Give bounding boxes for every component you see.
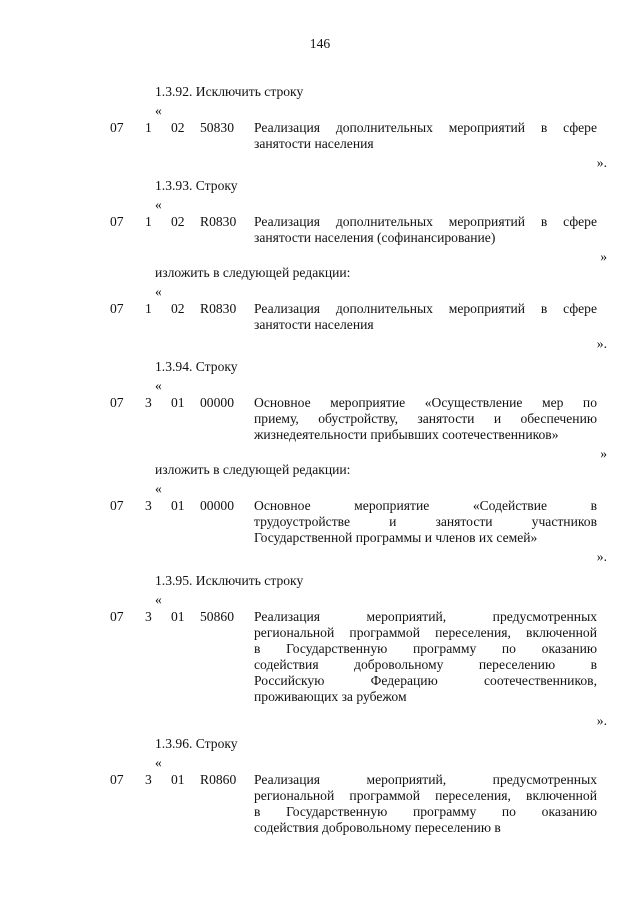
- description-line: занятости населения: [254, 317, 374, 332]
- code-cell-c2: 3: [145, 395, 152, 410]
- code-cell-c2: 1: [145, 214, 152, 229]
- description-line: Реализация дополнительных мероприятий в сфере: [254, 120, 597, 135]
- description-line: региональной программой переселения, включенной: [254, 625, 597, 640]
- description-line: занятости населения: [254, 136, 374, 151]
- opening-quote: «: [155, 378, 162, 393]
- opening-quote: «: [155, 284, 162, 299]
- row-description: [254, 120, 597, 152]
- description-line: Реализация мероприятий, предусмотренных: [254, 609, 597, 624]
- section-heading: изложить в следующей редакции:: [155, 265, 351, 280]
- opening-quote: «: [155, 197, 162, 212]
- closing-quote: »: [600, 446, 607, 461]
- closing-quote: ».: [596, 336, 607, 351]
- code-cell-c3: 01: [171, 609, 185, 624]
- row-description: [254, 395, 597, 443]
- description-line: региональной программой переселения, включенной: [254, 788, 597, 803]
- code-cell-c4: R0860: [200, 772, 237, 787]
- description-line: содействия добровольному переселению в: [254, 820, 501, 835]
- description-line: занятости населения (софинансирование): [254, 230, 496, 245]
- section-heading: 1.3.96. Строку: [155, 736, 238, 751]
- code-cell-c3: 02: [171, 214, 185, 229]
- closing-quote: ».: [596, 155, 607, 170]
- description-line: Государственной программы и членов их семей»: [254, 530, 538, 545]
- code-cell-c1: 07: [110, 772, 124, 787]
- opening-quote: «: [155, 481, 162, 496]
- code-cell-c1: 07: [110, 395, 124, 410]
- code-cell-c2: 3: [145, 772, 152, 787]
- code-cell-c4: R0830: [200, 214, 237, 229]
- section-heading: 1.3.94. Строку: [155, 359, 238, 374]
- description-line: Российскую Федерацию соотечественников,: [254, 673, 597, 688]
- description-line: трудоустройстве и занятости участников: [254, 514, 597, 529]
- code-cell-c4: R0830: [200, 301, 237, 316]
- description-line: проживающих за рубежом: [254, 689, 407, 704]
- description-line: Реализация дополнительных мероприятий в сфере: [254, 301, 597, 316]
- description-line: жизнедеятельности прибывших соотечественников»: [254, 427, 559, 442]
- closing-quote: ».: [596, 713, 607, 728]
- closing-quote: ».: [596, 549, 607, 564]
- section-heading: 1.3.93. Строку: [155, 178, 238, 193]
- code-cell-c3: 02: [171, 301, 185, 316]
- opening-quote: «: [155, 755, 162, 770]
- description-line: приему, обустройству, занятости и обеспечению: [254, 411, 597, 426]
- opening-quote: «: [155, 592, 162, 607]
- description-line: в Государственную программу по оказанию: [254, 641, 597, 656]
- code-cell-c4: 00000: [200, 395, 234, 410]
- code-cell-c3: 01: [171, 395, 185, 410]
- code-cell-c4: 00000: [200, 498, 234, 513]
- section-heading: 1.3.95. Исключить строку: [155, 573, 304, 588]
- code-cell-c3: 01: [171, 498, 185, 513]
- code-cell-c1: 07: [110, 609, 124, 624]
- code-cell-c4: 50830: [200, 120, 234, 135]
- code-cell-c1: 07: [110, 301, 124, 316]
- description-line: Основное мероприятие «Осуществление мер по: [254, 395, 597, 410]
- opening-quote: «: [155, 103, 162, 118]
- row-description: [254, 498, 597, 546]
- row-description: [254, 214, 597, 246]
- description-line: Основное мероприятие «Содействие в: [254, 498, 597, 513]
- description-line: Реализация дополнительных мероприятий в сфере: [254, 214, 597, 229]
- code-cell-c1: 07: [110, 120, 124, 135]
- code-cell-c1: 07: [110, 498, 124, 513]
- code-cell-c2: 3: [145, 609, 152, 624]
- code-cell-c2: 3: [145, 498, 152, 513]
- code-cell-c3: 02: [171, 120, 185, 135]
- code-cell-c2: 1: [145, 120, 152, 135]
- description-line: содействия добровольному переселению в: [254, 657, 597, 672]
- page-number: 146: [309, 36, 331, 51]
- description-line: Реализация мероприятий, предусмотренных: [254, 772, 597, 787]
- code-cell-c3: 01: [171, 772, 185, 787]
- description-line: в Государственную программу по оказанию: [254, 804, 597, 819]
- section-heading: 1.3.92. Исключить строку: [155, 84, 304, 99]
- row-description: [254, 772, 597, 836]
- code-cell-c4: 50860: [200, 609, 234, 624]
- code-cell-c1: 07: [110, 214, 124, 229]
- row-description: [254, 301, 597, 333]
- section-heading: изложить в следующей редакции:: [155, 462, 351, 477]
- code-cell-c2: 1: [145, 301, 152, 316]
- closing-quote: »: [600, 249, 607, 264]
- row-description: [254, 609, 597, 705]
